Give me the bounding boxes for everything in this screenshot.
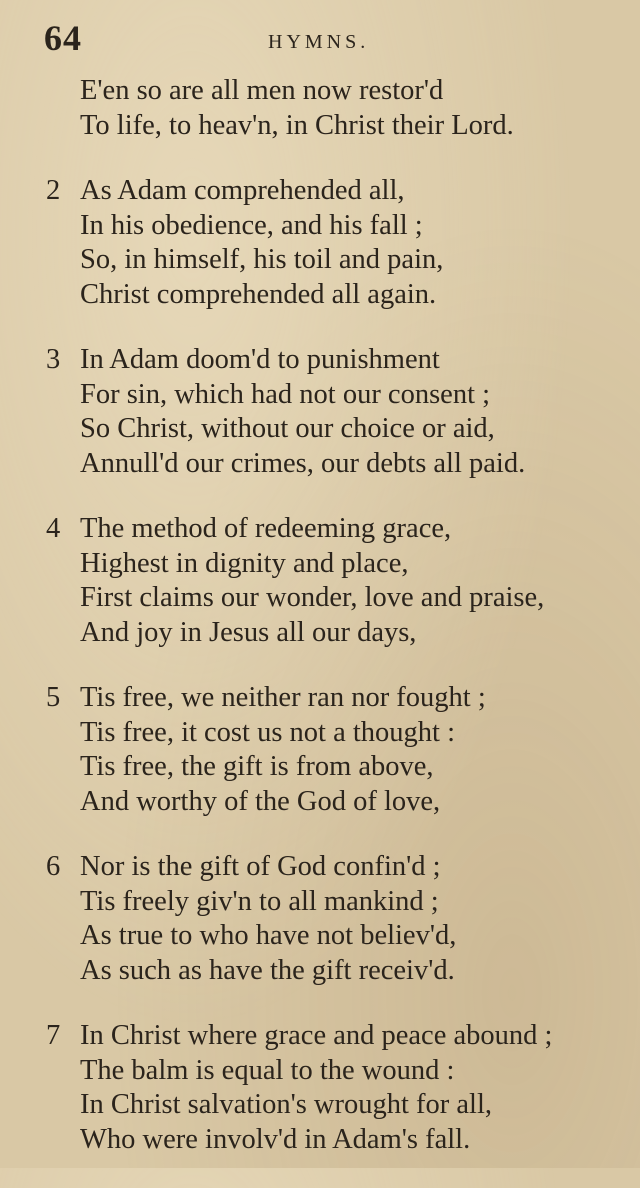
verse-line: E'en so are all men now restor'd [80,75,444,106]
verse-line: The balm is equal to the wound : [80,1054,455,1086]
page-header [0,18,640,58]
verse-line: The method of redeeming grace, [80,513,452,544]
stanza-2 [0,174,640,312]
verse-line: Tis free, we neither ran nor fought ; [80,682,486,713]
verse-line: In Christ salvation's wrought for all, [80,1089,492,1120]
verse-line: Nor is the gift of God confin'd ; [80,851,441,882]
stanza-continuation [0,74,640,143]
stanza-number: 6 [46,851,61,882]
verse-line: So Christ, without our choice or aid, [80,413,495,444]
stanza-number: 5 [46,682,61,713]
verse-line: Tis free, it cost us not a thought : [80,716,455,748]
verse-line: Tis freely giv'n to all mankind ; [80,885,439,917]
stanza-number: 2 [46,175,61,206]
stanza-4 [0,512,640,650]
stanza-7 [0,1019,640,1157]
page-number: 64 [44,18,82,58]
stanza-number: 7 [46,1020,61,1051]
stanza-number: 3 [46,344,61,375]
verse-line: As Adam comprehended all, [80,175,405,206]
verse-line: And joy in Jesus all our days, [80,616,417,648]
stanza-number: 4 [46,513,61,544]
verse-line: And worthy of the God of love, [80,785,441,817]
stanza-3 [0,343,640,481]
verse-line: Tis free, the gift is from above, [80,751,434,782]
verse-line: For sin, which had not our consent ; [80,378,491,410]
stanza-6 [0,850,640,988]
verse-line: In his obedience, and his fall ; [80,209,423,241]
stanza-5 [0,681,640,819]
verse-line: As true to who have not believ'd, [80,920,457,951]
verse-line: Highest in dignity and place, [80,547,409,579]
verse-line: So, in himself, his toil and pain, [80,244,444,275]
verse-line: In Christ where grace and peace abound ; [80,1020,553,1051]
verse-line: As such as have the gift receiv'd. [80,954,455,986]
verse-line: Annull'd our crimes, our debts all paid. [80,447,526,479]
verse-line: Who were involv'd in Adam's fall. [80,1123,471,1155]
verse-line: First claims our wonder, love and praise, [80,582,545,613]
verse-line: Christ comprehended all again. [80,278,437,310]
verse-line: In Adam doom'd to punishment [80,344,440,375]
running-head: HYMNS. [268,31,370,53]
verse-line: To life, to heav'n, in Christ their Lord. [80,109,514,141]
hymn-verses [0,74,640,1188]
